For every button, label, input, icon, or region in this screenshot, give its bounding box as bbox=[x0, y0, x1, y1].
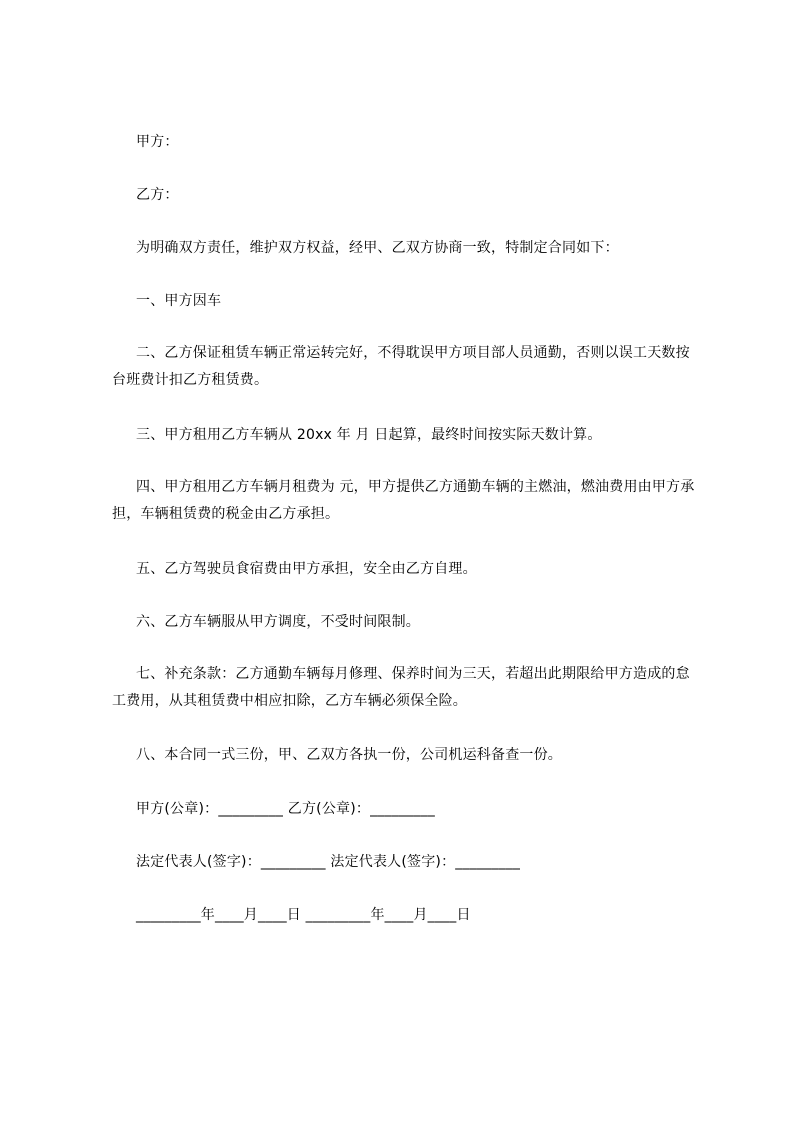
clause-1: 一、甲方因车 bbox=[136, 293, 222, 309]
party-a-label: 甲方： bbox=[136, 134, 179, 150]
party-b-label: 乙方： bbox=[136, 187, 179, 203]
preamble: 为明确双方责任，维护双方权益，经甲、乙双方协商一致，特制定合同如下： bbox=[136, 240, 619, 256]
clause-4: 四、甲方租用乙方车辆月租费为 元，甲方提供乙方通勤车辆的主燃油，燃油费用由甲方承担，车辆租赁费的税金由乙方承担。 bbox=[112, 479, 695, 522]
clause-3: 三、甲方租用乙方车辆从 20xx 年 月 日起算，最终时间按实际天数计算。 bbox=[136, 427, 602, 443]
representative-signature-line: 法定代表人(签字)：_________ 法定代表人(签字)：_________ bbox=[136, 854, 521, 870]
clause-5: 五、乙方驾驶员食宿费由甲方承担，安全由乙方自理。 bbox=[136, 561, 477, 577]
clause-6: 六、乙方车辆服从甲方调度，不受时间限制。 bbox=[136, 614, 420, 630]
clause-7: 七、补充条款：乙方通勤车辆每月修理、保养时间为三天，若超出此期限给甲方造成的怠工费用，从其租赁费中相应扣除，乙方车辆必须保全险。 bbox=[112, 666, 690, 709]
clause-8: 八、本合同一式三份，甲、乙双方各执一份，公司机运科备查一份。 bbox=[136, 747, 562, 763]
seal-signature-line: 甲方(公章)：_________ 乙方(公章)：_________ bbox=[136, 801, 435, 817]
date-line: _________年____月____日 _________年____月____日 bbox=[136, 907, 471, 923]
clause-2: 二、乙方保证租赁车辆正常运转完好，不得耽误甲方项目部人员通勤，否则以误工天数按台班费计扣乙方租赁费。 bbox=[112, 345, 690, 388]
